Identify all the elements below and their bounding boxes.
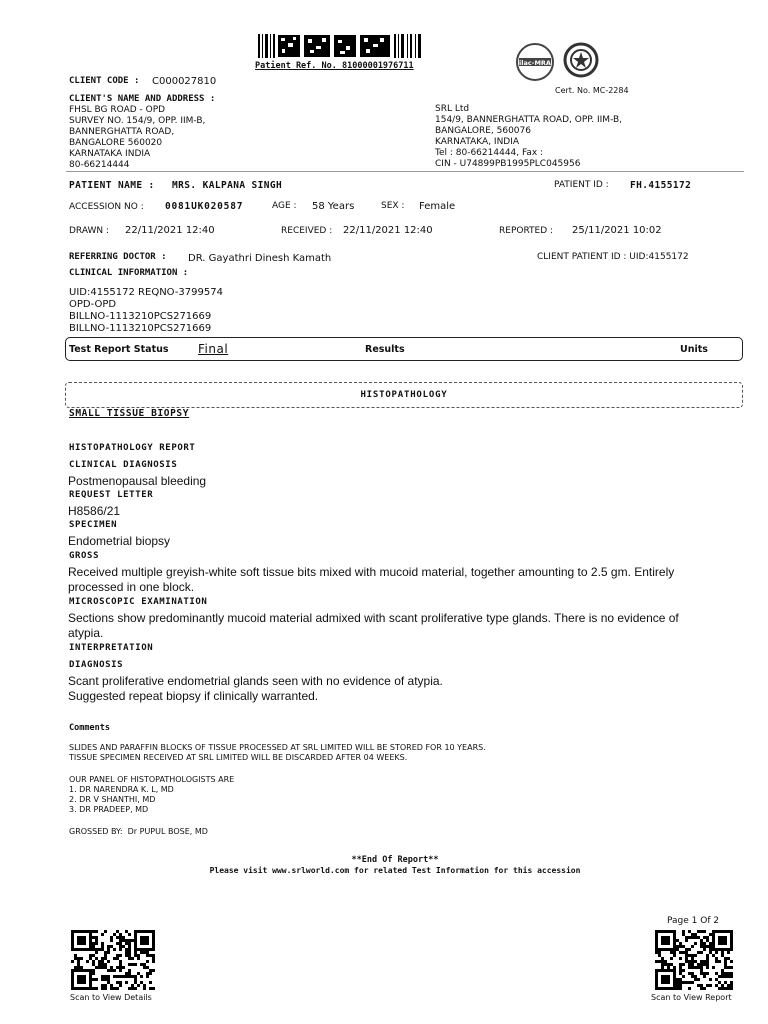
page-number: Page 1 Of 2	[667, 916, 720, 926]
lab-address-line: 154/9, BANNERGHATTA ROAD, OPP. IIM-B,	[435, 115, 623, 125]
client-address-line: BANGALORE 560020	[69, 138, 163, 148]
diagnosis-line: Suggested repeat biopsy if clinically warranted.	[68, 689, 319, 703]
age-label: AGE :	[272, 201, 297, 211]
panel-line: OUR PANEL OF HISTOPATHOLOGISTS ARE	[69, 775, 235, 784]
client-address-line: KARNATAKA INDIA	[69, 149, 151, 159]
clinical-info-label: CLINICAL INFORMATION :	[69, 268, 189, 278]
specimen: Endometrial biopsy	[68, 534, 171, 548]
client-name-label: CLIENT'S NAME AND ADDRESS :	[69, 94, 216, 104]
specimen-label: SPECIMEN	[69, 520, 118, 530]
qr-code-report[interactable]	[655, 930, 735, 992]
end-of-report: **End Of Report**	[351, 855, 439, 865]
panel-line: 2. DR V SHANTHI, MD	[69, 795, 156, 804]
lab-address-line: Tel : 80-66214444, Fax :	[435, 148, 544, 158]
client-code-label: CLIENT CODE :	[69, 76, 140, 86]
panel-line: 3. DR PRADEEP, MD	[69, 805, 149, 814]
request-letter-label: REQUEST LETTER	[69, 490, 154, 500]
clinical-info-line: BILLNO-1113210PCS271669	[69, 311, 212, 322]
client-address-line: FHSL BG ROAD - OPD	[69, 105, 166, 115]
patient-ref-number: Patient Ref. No. 81000001976711	[255, 61, 414, 71]
clinical-info-line: OPD-OPD	[69, 299, 117, 310]
received-label: RECEIVED :	[281, 226, 333, 236]
cert-number: Cert. No. MC-2284	[555, 86, 629, 95]
grossed-by: GROSSED BY: Dr PUPUL BOSE, MD	[69, 827, 208, 836]
gross-description	[68, 565, 674, 595]
accession-label: ACCESSION NO :	[69, 202, 144, 212]
lab-address-line: CIN - U74899PB1995PLC045956	[435, 159, 581, 169]
clinical-info	[69, 287, 223, 335]
drawn-label: DRAWN :	[69, 226, 110, 236]
microscopic-line: Sections show predominantly mucoid material admixed with scant proliferative type glands. There is no evidence of	[68, 611, 679, 625]
lab-address-line: SRL Ltd	[435, 104, 470, 114]
nabl-logo	[515, 42, 555, 82]
drawn-date: 22/11/2021 12:40	[125, 225, 215, 236]
request-letter: H8586/21	[68, 504, 121, 518]
age: 58 Years	[312, 201, 355, 212]
client-address-line: 80-66214444	[69, 160, 130, 170]
section-title: HISTOPATHOLOGY	[360, 390, 448, 400]
diagnosis-line: Scant proliferative endometrial glands seen with no evidence of atypia.	[68, 674, 443, 688]
sex-label: SEX :	[381, 201, 405, 211]
comment-line: SLIDES AND PARAFFIN BLOCKS OF TISSUE PROCESSED AT SRL LIMITED WILL BE STORED FOR 10 YEARS.	[69, 743, 486, 752]
lab-address	[435, 104, 622, 170]
comment-line: TISSUE SPECIMEN RECEIVED AT SRL LIMITED WILL BE DISCARDED AFTER 04 WEEKS.	[69, 753, 408, 762]
panel-line: 1. DR NARENDRA K. L, MD	[69, 785, 174, 794]
referring-doctor: DR. Gayathri Dinesh Kamath	[188, 253, 332, 264]
client-patient-id: CLIENT PATIENT ID : UID:4155172	[537, 252, 689, 262]
client-address-line: BANNERGHATTA ROAD,	[69, 127, 175, 137]
patient-id: FH.4155172	[630, 180, 692, 191]
section-box	[65, 382, 743, 408]
clinical-info-line: BILLNO-1113210PCS271669	[69, 323, 212, 334]
sex: Female	[419, 201, 456, 212]
clinical-info-line: UID:4155172 REQNO-3799574	[69, 287, 223, 298]
reported-date: 25/11/2021 10:02	[572, 225, 662, 236]
referring-doctor-label: REFERRING DOCTOR :	[69, 252, 167, 262]
client-address-line: SURVEY NO. 154/9, OPP. IIM-B,	[69, 116, 206, 126]
comments-text	[69, 743, 486, 763]
accreditation-seal	[563, 42, 599, 78]
microscopic-line: atypia.	[68, 626, 104, 640]
units-header: Units	[680, 344, 708, 355]
svg-text:ilac-MRA: ilac-MRA	[519, 59, 551, 67]
status-label: Test Report Status	[69, 344, 169, 355]
client-address	[69, 105, 205, 171]
comments-label: Comments	[69, 723, 110, 733]
received-date: 22/11/2021 12:40	[343, 225, 433, 236]
status-value: Final	[198, 342, 229, 356]
header-divider	[66, 171, 744, 172]
interpretation-label: INTERPRETATION	[69, 643, 154, 653]
test-name: SMALL TISSUE BIOPSY	[69, 408, 190, 419]
patient-name: MRS. KALPANA SINGH	[172, 180, 283, 191]
scan-details-caption: Scan to View Details	[70, 993, 152, 1002]
lab-address-line: BANGALORE, 560076	[435, 126, 531, 136]
scan-report-caption: Scan to View Report	[651, 993, 732, 1002]
report-status-bar	[65, 337, 743, 361]
gross-line: Received multiple greyish-white soft tissue bits mixed with mucoid material, together amounting to 2.5 gm. Entirely	[68, 565, 675, 579]
clinical-diagnosis: Postmenopausal bleeding	[68, 474, 207, 488]
results-header: Results	[365, 344, 405, 355]
barcode	[258, 34, 426, 60]
pathologist-panel	[69, 775, 234, 815]
reported-label: REPORTED :	[499, 226, 554, 236]
clinical-diagnosis-label: CLINICAL DIAGNOSIS	[69, 460, 178, 470]
patient-id-label: PATIENT ID :	[554, 180, 609, 190]
patient-name-label: PATIENT NAME :	[69, 180, 155, 191]
client-code: C000027810	[152, 76, 217, 87]
diagnosis	[68, 674, 443, 704]
gross-label: GROSS	[69, 551, 100, 561]
diagnosis-label: DIAGNOSIS	[69, 660, 124, 670]
microscopic-label: MICROSCOPIC EXAMINATION	[69, 597, 208, 607]
gross-line: processed in one block.	[68, 580, 195, 594]
visit-website-note: Please visit www.srlworld.com for related Test Information for this accession	[209, 866, 581, 875]
report-title: HISTOPATHOLOGY REPORT	[69, 443, 196, 453]
accession-number: 0081UK020587	[165, 201, 244, 212]
qr-code-details[interactable]	[71, 930, 155, 992]
microscopic-description	[68, 611, 679, 641]
lab-address-line: KARNATAKA, INDIA	[435, 137, 520, 147]
